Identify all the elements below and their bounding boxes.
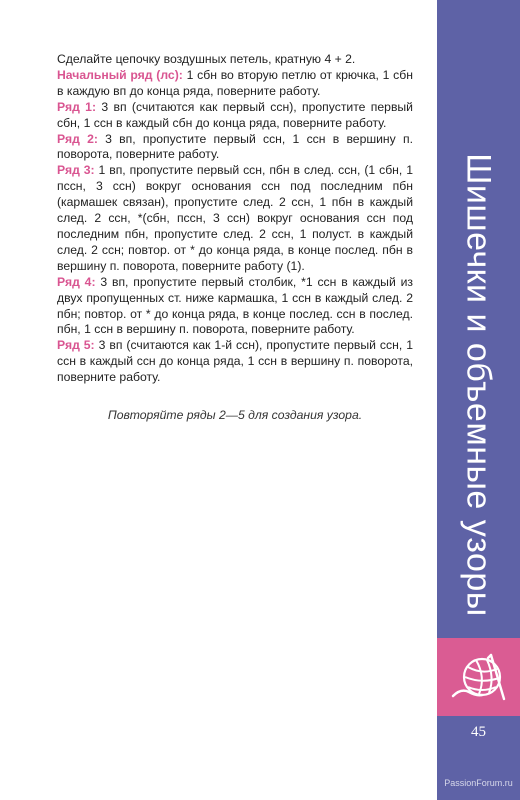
row-5-paragraph (57, 338, 413, 386)
row-4-paragraph (57, 275, 413, 339)
instructions-text (57, 52, 413, 386)
row-start-paragraph (57, 68, 413, 100)
row-2-text: 3 вп, пропустите первый ссн, 1 ссн в вершину п. поворота, поверните работу. (57, 131, 413, 162)
row-3-label: Ряд 3: (57, 163, 95, 178)
row-1-paragraph (57, 100, 413, 132)
row-5-text: 3 вп (считаются как 1-й ссн), пропустите первый ссн, 1 ссн в каждый ссн до конца ряда, 1 ссн в вершину п. поворота, поверните работу. (57, 338, 413, 385)
row-3-paragraph (57, 163, 413, 274)
row-2-label: Ряд 2: (57, 131, 98, 146)
row-3-text: 1 вп, пропустите первый ссн, пбн в след. ссн, (1 сбн, 1 пссн, 3 ссн) вокруг основания ссн под последним пбн (кармашек связан), пропустите след. 2 ссн, 1 пбн в каждый след. 2 ссн, *(сбн, пссн, 3 ссн) вокруг основания ссн под последним пбн, пропустите след. 2 ссн, 1 полуст. в каждый след. 2 ссн; повтор. от * до конца ряда, в конце послед. пбн в вершину п. поворота, поверните работу (1). (57, 163, 413, 273)
intro-text: Сделайте цепочку воздушных петель, кратную 4 + 2. (57, 52, 356, 66)
intro-paragraph (57, 52, 413, 68)
chapter-icon-block (437, 638, 520, 716)
row-1-text: 3 вп (считаются как первый ссн), пропустите первый сбн, 1 ссн в каждый сбн до конца ряда, поверните работу. (57, 99, 413, 130)
row-5-label: Ряд 5: (57, 338, 95, 353)
row-1-label: Ряд 1: (57, 99, 97, 114)
row-start-text: 1 сбн во вторую петлю от крючка, 1 сбн в каждую вп до конца ряда, поверните работу. (57, 67, 413, 98)
row-start-label: Начальный ряд (лс): (57, 67, 183, 82)
row-4-label: Ряд 4: (57, 274, 96, 289)
yarn-ball-crochet-hook-icon (449, 649, 507, 705)
row-2-paragraph (57, 132, 413, 164)
row-4-text: 3 вп, пропустите первый столбик, *1 ссн в каждый из двух пропущенных ст. ниже кармашка, 1 ссн в каждый след. 2 пбн; повтор. от * до конца ряда, в конце послед. ссн в послед. пбн, 1 ссн в вершину п. поворота, поверните работу. (57, 274, 413, 337)
page-number: 45 (471, 724, 486, 740)
site-watermark: PassionForum.ru (444, 778, 513, 788)
repeat-note: Повторяйте ряды 2—5 для создания узора. (107, 408, 363, 422)
chapter-title: Шишечки и объемные узоры (459, 153, 498, 617)
